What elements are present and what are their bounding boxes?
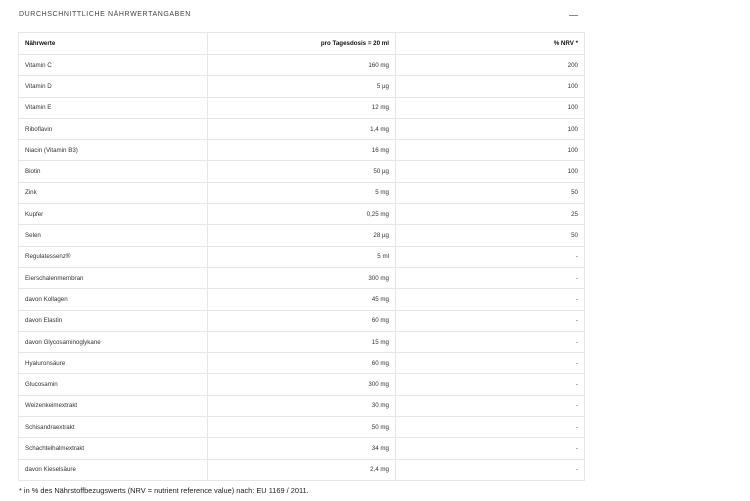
table-row <box>19 310 585 331</box>
table-row <box>19 225 585 246</box>
cell-nutrient: davon Kieselsäure <box>19 459 208 480</box>
cell-nutrient: Schisandraextrakt <box>19 417 208 438</box>
table-row <box>19 289 585 310</box>
table-row <box>19 118 585 139</box>
section-header[interactable] <box>0 0 750 30</box>
cell-nrv: - <box>396 267 585 288</box>
cell-amount: 28 µg <box>208 225 396 246</box>
footnote: * in % des Nährstoffbezugswerts (NRV = nutrient reference value) nach: EU 1169 / 2011. <box>19 486 309 495</box>
cell-nrv: 200 <box>396 55 585 76</box>
cell-nrv: - <box>396 459 585 480</box>
cell-nutrient: Zink <box>19 182 208 203</box>
minus-icon[interactable] <box>566 8 582 22</box>
table-row <box>19 76 585 97</box>
cell-amount: 5 mg <box>208 182 396 203</box>
cell-nrv: - <box>396 331 585 352</box>
cell-nutrient: Glucosamin <box>19 374 208 395</box>
table-row <box>19 459 585 480</box>
cell-amount: 60 mg <box>208 310 396 331</box>
header-nutrient: Nährwerte <box>19 33 208 55</box>
minus-icon-bar <box>569 15 578 16</box>
cell-nutrient: davon Kollagen <box>19 289 208 310</box>
table-row <box>19 374 585 395</box>
cell-nrv: - <box>396 417 585 438</box>
cell-nrv: 100 <box>396 161 585 182</box>
header-nrv: % NRV * <box>396 33 585 55</box>
cell-nutrient: davon Glycosaminoglykane <box>19 331 208 352</box>
cell-amount: 2,4 mg <box>208 459 396 480</box>
table-row <box>19 267 585 288</box>
cell-nutrient: Niacin (Vitamin B3) <box>19 140 208 161</box>
cell-nutrient: Schachtelhalmextrakt <box>19 438 208 459</box>
table-row <box>19 204 585 225</box>
table-row <box>19 395 585 416</box>
cell-amount: 300 mg <box>208 267 396 288</box>
section-title: DURCHSCHNITTLICHE NÄHRWERTANGABEN <box>19 11 191 18</box>
cell-amount: 1,4 mg <box>208 118 396 139</box>
cell-nutrient: Riboflavin <box>19 118 208 139</box>
table-row <box>19 55 585 76</box>
cell-nutrient: Vitamin E <box>19 97 208 118</box>
cell-amount: 50 µg <box>208 161 396 182</box>
cell-nrv: 100 <box>396 140 585 161</box>
cell-amount: 16 mg <box>208 140 396 161</box>
cell-nrv: 50 <box>396 182 585 203</box>
table-row <box>19 353 585 374</box>
table-row <box>19 331 585 352</box>
cell-amount: 5 µg <box>208 76 396 97</box>
cell-nrv: - <box>396 246 585 267</box>
cell-nutrient: Selen <box>19 225 208 246</box>
cell-amount: 30 mg <box>208 395 396 416</box>
cell-nrv: 50 <box>396 225 585 246</box>
cell-nutrient: Regulatessenz® <box>19 246 208 267</box>
table-row <box>19 161 585 182</box>
cell-amount: 45 mg <box>208 289 396 310</box>
cell-nutrient: Weizenkeimextrakt <box>19 395 208 416</box>
table-header-row <box>19 33 585 55</box>
cell-amount: 160 mg <box>208 55 396 76</box>
cell-nutrient: davon Elastin <box>19 310 208 331</box>
header-per-dose: pro Tagesdosis = 20 ml <box>208 33 396 55</box>
cell-amount: 12 mg <box>208 97 396 118</box>
cell-amount: 0,25 mg <box>208 204 396 225</box>
cell-amount: 34 mg <box>208 438 396 459</box>
cell-nrv: 25 <box>396 204 585 225</box>
cell-nrv: - <box>396 374 585 395</box>
cell-nrv: - <box>396 289 585 310</box>
table-row <box>19 417 585 438</box>
cell-amount: 15 mg <box>208 331 396 352</box>
cell-amount: 50 mg <box>208 417 396 438</box>
cell-nutrient: Vitamin C <box>19 55 208 76</box>
cell-amount: 60 mg <box>208 353 396 374</box>
cell-amount: 5 ml <box>208 246 396 267</box>
cell-nutrient: Biotin <box>19 161 208 182</box>
cell-nutrient: Vitamin D <box>19 76 208 97</box>
table-row <box>19 97 585 118</box>
table-row <box>19 246 585 267</box>
nutrition-table <box>18 32 585 481</box>
cell-nrv: - <box>396 353 585 374</box>
cell-amount: 300 mg <box>208 374 396 395</box>
cell-nutrient: Hyaluronsäure <box>19 353 208 374</box>
cell-nrv: - <box>396 395 585 416</box>
cell-nrv: 100 <box>396 118 585 139</box>
cell-nrv: 100 <box>396 76 585 97</box>
cell-nutrient: Eierschalenmembran <box>19 267 208 288</box>
cell-nrv: - <box>396 310 585 331</box>
cell-nrv: - <box>396 438 585 459</box>
table-row <box>19 438 585 459</box>
cell-nrv: 100 <box>396 97 585 118</box>
table-row <box>19 182 585 203</box>
cell-nutrient: Kupfer <box>19 204 208 225</box>
table-row <box>19 140 585 161</box>
